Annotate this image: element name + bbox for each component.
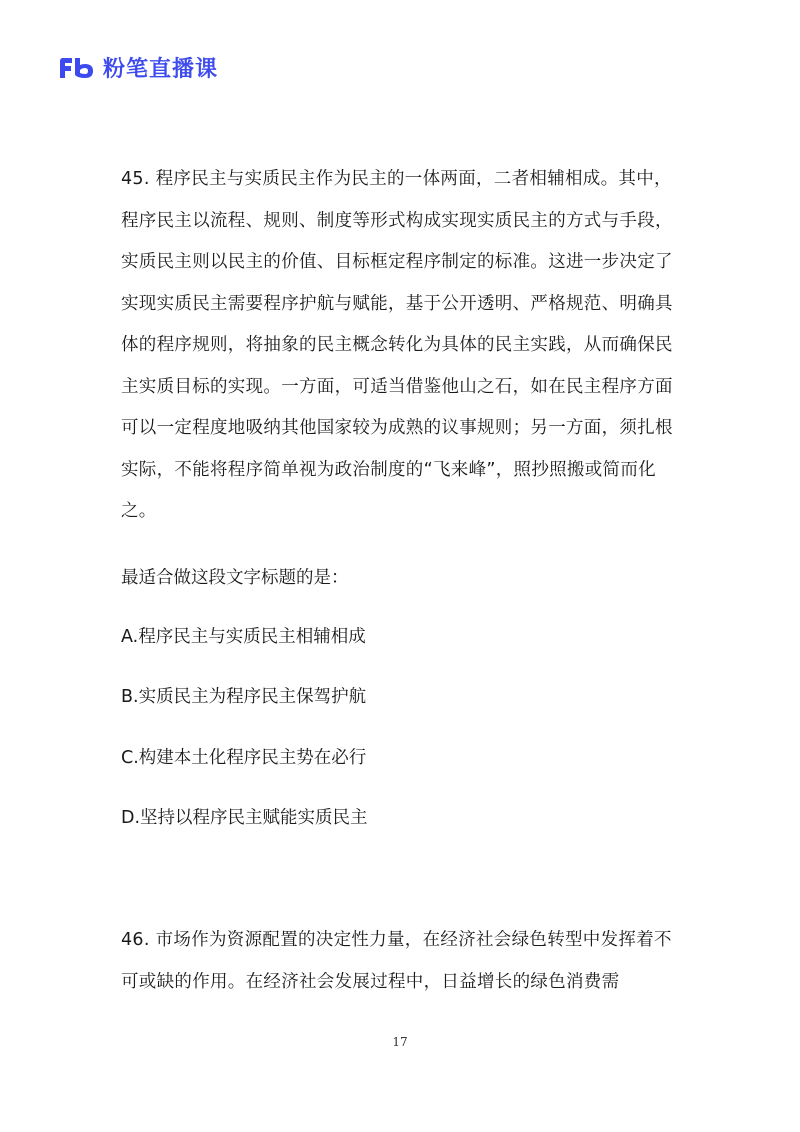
option-c[interactable]: C.构建本土化程序民主势在必行 — [121, 748, 367, 768]
question-46-stem: 46. 市场作为资源配置的决定性力量，在经济社会绿色转型中发挥着不可或缺的作用。在经济社会发展过程中，日益增长的绿色消费需 — [121, 930, 672, 992]
brand-logo — [57, 52, 218, 83]
question-46 — [121, 920, 681, 1003]
option-b[interactable]: B.实质民主为程序民主保驾护航 — [121, 687, 367, 707]
brand-name: 粉笔直播课 — [103, 57, 219, 82]
option-a[interactable]: A.程序民主与实质民主相辅相成 — [121, 627, 366, 647]
page-number: 17 — [392, 1035, 408, 1049]
question-45-stem: 45. 程序民主与实质民主作为民主的一体两面，二者相辅相成。其中，程序民主以流程、规则、制度等形式构成实现实质民主的方式与手段，实质民主则以民主的价值、目标框定程序制定的标准。这进一步决定了实现实质民主需要程序护航与赋能，基于公开透明、严格规范、明确具体的程序规则，将抽象的民主概念转化为具体的民主实践，从而确保民主实质目标的实现。一方面，可适当借鉴他山之石，如在民主程序方面可以一定程度地吸纳其他国家较为成熟的议事规则；另一方面，须扎根实际，不能将程序简单视为政治制度的“飞来峰”，照抄照搬或简而化之。 — [121, 169, 673, 521]
option-d[interactable]: D.坚持以程序民主赋能实质民主 — [121, 808, 368, 828]
question-45-prompt: 最适合做这段文字标题的是： — [121, 568, 349, 588]
fb-logo-icon — [57, 57, 95, 79]
question-45 — [121, 159, 681, 533]
